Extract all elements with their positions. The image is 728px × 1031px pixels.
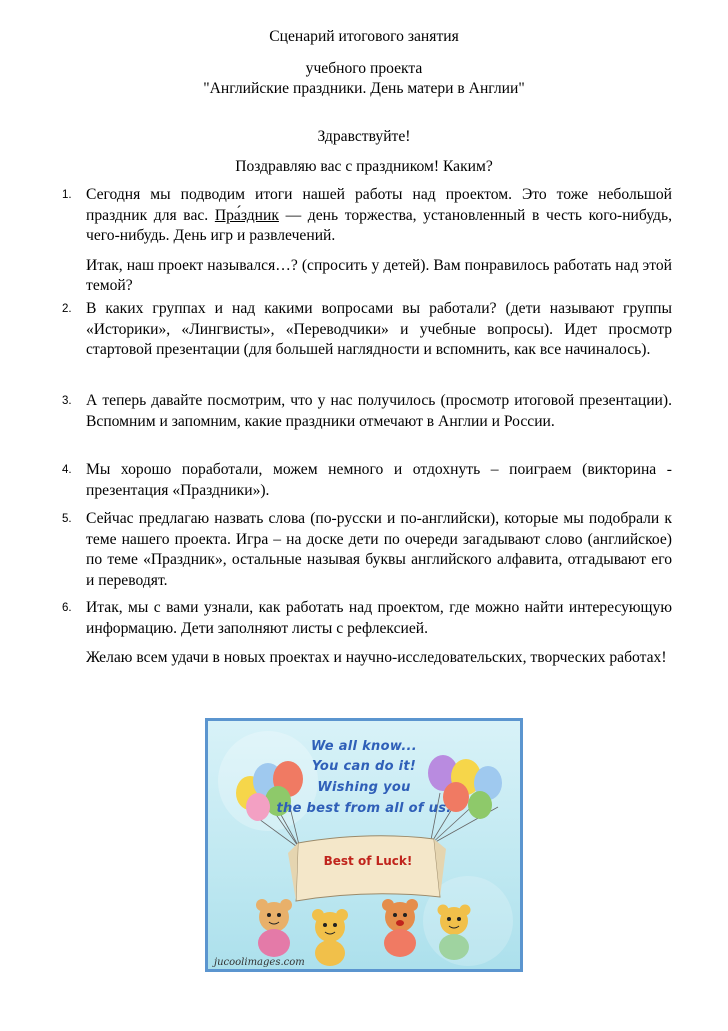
item-6-paragraph-2: Желаю всем удачи в новых проектах и научно-исследовательских, творческих работах! xyxy=(86,649,667,667)
item-4-text: Мы хорошо поработали, можем немного и отдохнуть – поиграем (викторина - презентация «Праздники»). xyxy=(86,461,672,499)
list-number: 1. xyxy=(62,189,72,201)
term-prazdnik: Пра́здник xyxy=(214,206,279,224)
list-item-3 xyxy=(62,391,672,432)
card-line-1: We all know... xyxy=(310,739,418,754)
card-line-4: the best from all of us. xyxy=(276,801,452,816)
list-item-2 xyxy=(62,299,672,361)
greeting: Здравствуйте! xyxy=(317,128,411,145)
card-line-3: Wishing you xyxy=(317,780,411,795)
list-item-5 xyxy=(62,509,672,591)
list-item-1 xyxy=(62,185,672,297)
item-2-text: В каких группах и над какими вопросами вы работали? (дети называют группы «Историки», «Лингвисты», «Переводчики» и учебные вопросы). Идет просмотр стартовой презентации (для большей наглядности и вспомнить, как все начиналось). xyxy=(86,300,672,359)
congrats-line: Поздравляю вас с праздником! Каким? xyxy=(235,158,493,175)
item-3-text: А теперь давайте посмотрим, что у нас получилось (просмотр итоговой презентации). Вспомним и запомним, какие праздники отмечают в Англии и России. xyxy=(86,392,672,430)
list-number: 5. xyxy=(62,513,72,525)
title-line-3: "Английские праздники. День матери в Англии" xyxy=(203,80,525,97)
item-5-text: Сейчас предлагаю назвать слова (по-русски и по-английски), которые мы подобрали к теме нашего проекта. Игра – на доске дети по очереди загадывают слово (английское) по теме «Праздник», остальные называя буквы английского алфавита, отгадывают его и переводят. xyxy=(86,510,672,589)
item-1-paragraph-2: Итак, наш проект назывался…? (спросить у детей). Вам понравилось работать над этой темой? xyxy=(86,256,672,295)
list-item-6 xyxy=(62,598,672,669)
list-number: 3. xyxy=(62,395,72,407)
item-6-paragraph-1: Итак, мы с вами узнали, как работать над проектом, где можно найти интересующую информацию. Дети заполняют листы с рефлексией. xyxy=(86,599,672,637)
card-line-2: You can do it! xyxy=(311,759,417,774)
title-line-1: Сценарий итогового занятия xyxy=(269,28,459,45)
list-item-4 xyxy=(62,460,672,501)
banner-text: Best of Luck! xyxy=(323,854,413,868)
watermark-text: jucoolimages.com xyxy=(214,957,305,968)
title-line-2: учебного проекта xyxy=(305,60,423,77)
list-number: 6. xyxy=(62,602,72,614)
item-1-paragraph-1: Сегодня мы подводим итоги нашей работы над проектом. Это тоже небольшой праздник для вас. Пра́здник — день торжества, установленный в честь кого-нибудь, чего-нибудь. День игр и развлечений. xyxy=(86,186,672,245)
best-of-luck-card-image xyxy=(205,718,523,972)
list-number: 2. xyxy=(62,303,72,315)
list-number: 4. xyxy=(62,464,72,476)
